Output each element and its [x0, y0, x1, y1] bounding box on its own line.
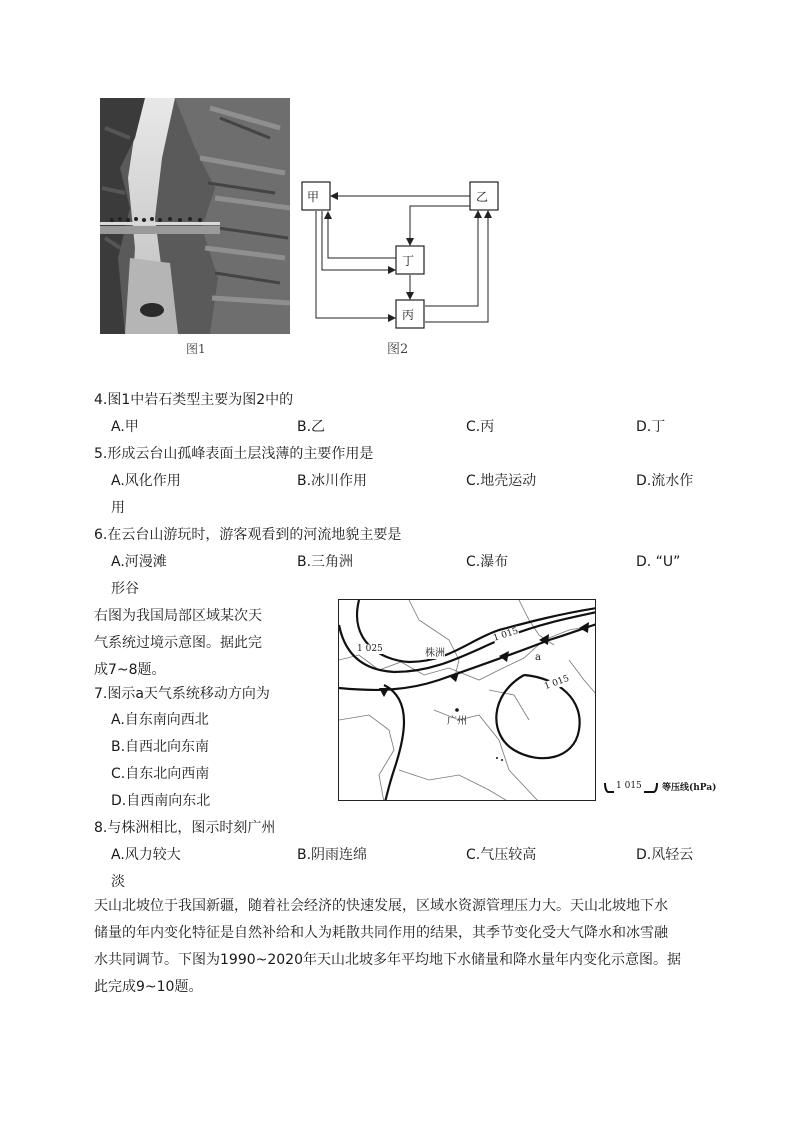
weather-map — [338, 599, 596, 801]
q7-option-a: A.自东南向西北 — [111, 712, 209, 728]
q8-option-d-wrap: 淡 — [111, 874, 125, 890]
q7-option-d: D.自西南向东北 — [111, 793, 211, 809]
intro-910-line1: 天山北坡位于我国新疆，随着社会经济的快速发展，区域水资源管理压力大。天山北坡地下水 — [94, 898, 668, 914]
intro-910-line2: 储量的年内变化特征是自然补给和人为耗散共同作用的结果，其季节变化受大气降水和冰雪融 — [94, 925, 668, 941]
figure2-caption: 图2 — [387, 342, 409, 357]
map-isobar-1015-right-label: 1 015 — [543, 673, 571, 693]
node-yi: 乙 — [476, 190, 489, 204]
legend-isobar-value: 1 015 — [616, 781, 642, 791]
q5-option-a: A.风化作用 — [111, 473, 181, 489]
q5-option-c: C.地壳运动 — [466, 473, 537, 489]
intro-78-line3: 成7~8题。 — [94, 662, 166, 678]
node-ding: 丁 — [402, 254, 415, 268]
q5-option-b: B.冰川作用 — [297, 473, 368, 489]
map-city-zhuzhou: 株洲 — [425, 644, 445, 659]
map-city-guangzhou: 广州 — [447, 716, 467, 727]
q4-option-a: A.甲 — [111, 419, 139, 435]
q4-stem: 4.图1中岩石类型主要为图2中的 — [94, 392, 294, 408]
figure1-photo — [100, 98, 290, 334]
figure1-caption: 图1 — [186, 342, 206, 356]
q6-option-a: A.河漫滩 — [111, 554, 167, 570]
q8-option-a: A.风力较大 — [111, 847, 181, 863]
q6-option-d: D. “U” — [636, 554, 681, 570]
q7-option-c: C.自东北向西南 — [111, 766, 210, 782]
intro-78-line2: 气系统过境示意图。据此完 — [94, 635, 262, 651]
map-isobar-1025-label: 1 025 — [357, 644, 383, 654]
q6-stem: 6.在云台山游玩时，游客观看到的河流地貌主要是 — [94, 527, 402, 543]
q6-option-c: C.瀑布 — [466, 554, 509, 570]
q5-stem: 5.形成云台山孤峰表面土层浅薄的主要作用是 — [94, 446, 374, 462]
q6-option-d-wrap: 形谷 — [111, 581, 139, 597]
map-system-a-label: a — [535, 652, 541, 663]
q6-option-b: B.三角洲 — [297, 554, 354, 570]
q7-stem: 7.图示a天气系统移动方向为 — [94, 686, 270, 702]
legend-isobar-text: 等压线(hPa) — [662, 783, 717, 793]
q5-option-d-wrap: 用 — [111, 500, 125, 516]
map-legend — [604, 780, 722, 796]
map-isobar-1015-top-label: 1 015 — [492, 626, 520, 644]
node-bing: 丙 — [402, 308, 415, 322]
q4-option-b: B.乙 — [297, 419, 326, 435]
rock-cycle-diagram — [298, 178, 504, 336]
q8-stem: 8.与株洲相比，图示时刻广州 — [94, 820, 276, 836]
q8-option-d: D.风轻云 — [636, 847, 694, 863]
q8-option-c: C.气压较高 — [466, 847, 537, 863]
q5-option-d: D.流水作 — [636, 473, 694, 489]
q8-option-b: B.阴雨连绵 — [297, 847, 368, 863]
node-jia: 甲 — [307, 190, 320, 204]
q7-option-b: B.自西北向东南 — [111, 739, 210, 755]
intro-910-line4: 此完成9~10题。 — [94, 979, 203, 995]
q4-option-d: D.丁 — [636, 419, 666, 435]
intro-910-line3: 水共同调节。下图为1990~2020年天山北坡多年平均地下水储量和降水量年内变化示意图。据 — [94, 952, 681, 968]
intro-78-line1: 右图为我国局部区域某次天 — [94, 608, 262, 624]
q4-option-c: C.丙 — [466, 419, 495, 435]
